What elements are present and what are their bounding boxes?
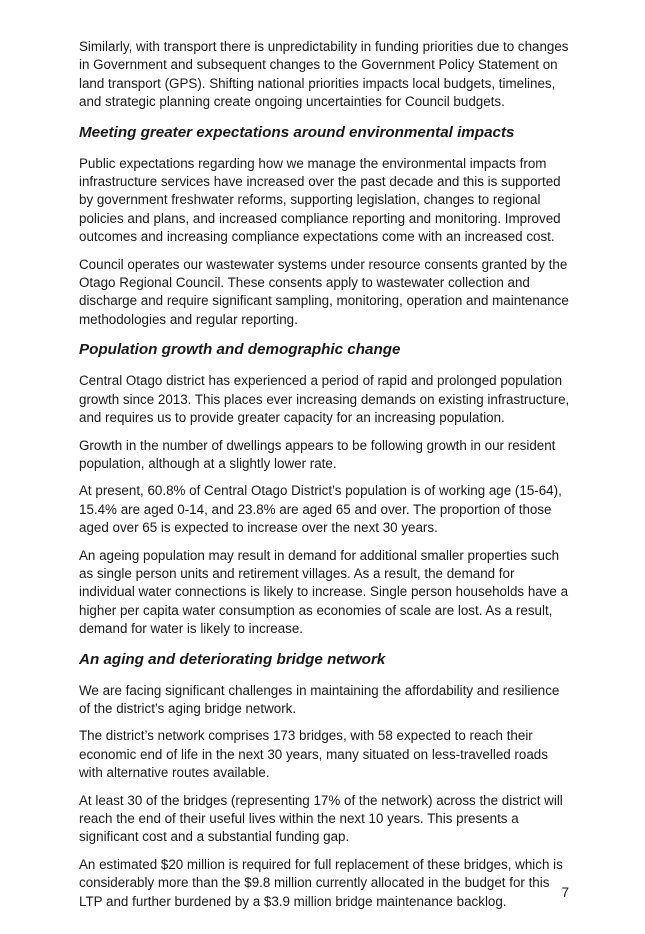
paragraph: An estimated $20 million is required for full replacement of these bridges, which is considerably more than the $9.8 million currently allocated in the budget for this LTP and further burdened by a $3.9 million bridge maintenance backlog. [79, 856, 563, 909]
heading-population-growth: Population growth and demographic change [79, 341, 401, 359]
paragraph: Growth in the number of dwellings appears to be following growth in our resident population, although at a slightly lower rate. [79, 437, 556, 471]
paragraph: At least 30 of the bridges (representing 17% of the network) across the district will reach the end of their useful lives within the next 10 years. This presents a significant cost and a substantial funding gap. [79, 792, 563, 845]
paragraph: An ageing population may result in demand for additional smaller properties such as single person units and retirement villages. As a result, the demand for individual water connections is likely to increase. Single person households have a higher per capita water consumption as economies of scale are lost. As a result, demand for water is likely to increase. [79, 547, 569, 637]
heading-bridge-network: An aging and deteriorating bridge network [79, 650, 386, 668]
paragraph: Central Otago district has experienced a period of rapid and prolonged population growth since 2013. This places ever increasing demands on existing infrastructure, and requires us to provide greater capacity for an increasing population. [79, 373, 570, 426]
paragraph: The district’s network comprises 173 bridges, with 58 expected to reach their economic end of life in the next 30 years, many situated on less-travelled roads with alternative routes available. [79, 728, 548, 781]
paragraph: Council operates our wastewater systems under resource consents granted by the Otago Regional Council. These consents apply to wastewater collection and discharge and require significant sampling, monitoring, operation and maintenance methodologies and regular reporting. [79, 256, 569, 327]
document-page [79, 38, 571, 920]
page-number: 7 [561, 885, 569, 900]
heading-environmental-impacts: Meeting greater expectations around environmental impacts [79, 123, 515, 141]
intro-paragraph: Similarly, with transport there is unpredictability in funding priorities due to changes in Government and subsequent changes to the Government Policy Statement on land transport (GPS). Shifting national priorities impacts local budgets, timelines, and strategic planning create ongoing uncertainties for Council budgets. [79, 39, 569, 110]
paragraph: We are facing significant challenges in maintaining the affordability and resilience of the district’s aging bridge network. [79, 682, 560, 716]
paragraph: At present, 60.8% of Central Otago District’s population is of working age (15-64), 15.4% are aged 0-14, and 23.8% are aged 65 and over. The proportion of those aged over 65 is expected to increase over the next 30 years. [79, 483, 562, 536]
paragraph: Public expectations regarding how we manage the environmental impacts from infrastructure services have increased over the past decade and this is supported by government freshwater reforms, supporting legislation, changes to regional policies and plans, and increased compliance reporting and monitoring. Improved outcomes and increasing compliance expectations come with an increased cost. [79, 155, 561, 245]
